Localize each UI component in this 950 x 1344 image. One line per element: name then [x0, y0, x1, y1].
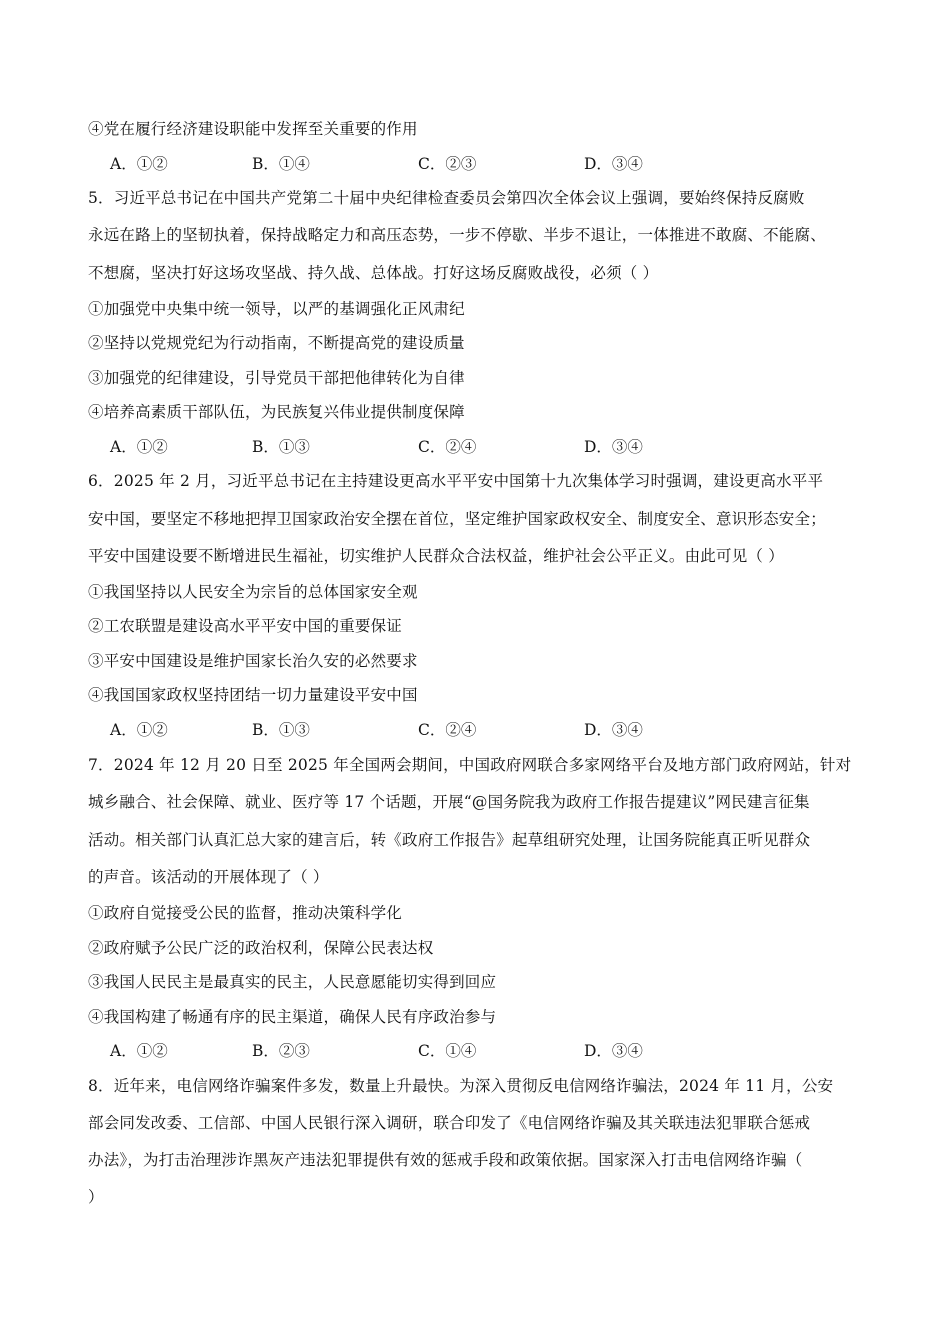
q6-option-c: C．②④ — [418, 721, 477, 739]
q6-item-1: ①我国坚持以人民安全为宗旨的总体国家安全观 — [88, 583, 418, 601]
q7-option-d: D．③④ — [584, 1042, 643, 1060]
q6-item-4: ④我国国家政权坚持团结一切力量建设平安中国 — [88, 686, 418, 704]
q5-stem-line-1: 5．习近平总书记在中国共产党第二十届中央纪律检查委员会第四次全体会议上强调，要始终保持反腐败 — [88, 189, 805, 207]
q7-stem-line-4: 的声音。该活动的开展体现了（ ） — [88, 868, 329, 886]
q5-item-3: ③加强党的纪律建设，引导党员干部把他律转化为自律 — [88, 369, 465, 387]
q5-stem-line-2: 永远在路上的坚韧执着，保持战略定力和高压态势，一步不停歇、半步不退让，一体推进不敢腐、不能腐、 — [88, 226, 826, 244]
q6-item-3: ③平安中国建设是维护国家长治久安的必然要求 — [88, 652, 418, 670]
q8-stem-line-2: 部会同发改委、工信部、中国人民银行深入调研，联合印发了《电信网络诈骗及其关联违法犯罪联合惩戒 — [88, 1114, 811, 1132]
q4-option-c: C．②③ — [418, 155, 477, 173]
q7-item-4: ④我国构建了畅通有序的民主渠道，确保人民有序政治参与 — [88, 1008, 497, 1026]
q5-option-d: D．③④ — [584, 438, 643, 456]
q5-item-4: ④培养高素质干部队伍，为民族复兴伟业提供制度保障 — [88, 403, 465, 421]
q7-item-2: ②政府赋予公民广泛的政治权利，保障公民表达权 — [88, 939, 434, 957]
q8-stem-line-4: ） — [88, 1188, 104, 1206]
q6-option-a: A．①② — [110, 721, 168, 739]
q5-option-a: A．①② — [110, 438, 168, 456]
q6-item-2: ②工农联盟是建设高水平平安中国的重要保证 — [88, 617, 403, 635]
q8-stem-line-1: 8．近年来，电信网络诈骗案件多发，数量上升最快。为深入贯彻反电信网络诈骗法，2024 年 11 月，公安 — [88, 1077, 834, 1095]
q7-option-c: C．①④ — [418, 1042, 477, 1060]
q5-option-b: B．①③ — [252, 438, 310, 456]
q6-option-b: B．①③ — [252, 721, 310, 739]
q4-option-d: D．③④ — [584, 155, 643, 173]
q6-stem-line-1: 6．2025 年 2 月，习近平总书记在主持建设更高水平平安中国第十九次集体学习时强调，建设更高水平平 — [88, 472, 824, 490]
q6-stem-line-2: 安中国，要坚定不移地把捍卫国家政治安全摆在首位，坚定维护国家政权安全、制度安全、意识形态安全； — [88, 510, 826, 528]
q6-option-d: D．③④ — [584, 721, 643, 739]
q4-option-b: B．①④ — [252, 155, 310, 173]
q7-item-1: ①政府自觉接受公民的监督，推动决策科学化 — [88, 904, 403, 922]
q7-stem-line-3: 活动。相关部门认真汇总大家的建言后，转《政府工作报告》起草组研究处理，让国务院能真正听见群众 — [88, 831, 811, 849]
q5-item-1: ①加强党中央集中统一领导，以严的基调强化正风肃纪 — [88, 300, 465, 318]
q6-stem-line-3: 平安中国建设要不断增进民生福祉，切实维护人民群众合法权益，维护社会公平正义。由此可见（ ） — [88, 547, 784, 565]
q7-stem-line-1: 7．2024 年 12 月 20 日至 2025 年全国两会期间，中国政府网联合多家网络平台及地方部门政府网站，针对 — [88, 756, 852, 774]
q7-option-b: B．②③ — [252, 1042, 310, 1060]
q4-option-a: A．①② — [110, 155, 168, 173]
q5-stem-line-3: 不想腐，坚决打好这场攻坚战、持久战、总体战。打好这场反腐败战役，必须（ ） — [88, 264, 659, 282]
q5-option-c: C．②④ — [418, 438, 477, 456]
q7-option-a: A．①② — [110, 1042, 168, 1060]
q5-item-2: ②坚持以党规党纪为行动指南，不断提高党的建设质量 — [88, 334, 465, 352]
q7-item-3: ③我国人民民主是最真实的民主，人民意愿能切实得到回应 — [88, 973, 497, 991]
q7-stem-line-2: 城乡融合、社会保障、就业、医疗等 17 个话题，开展“@国务院我为政府工作报告提建议”网民建言征集 — [88, 793, 810, 811]
q4-item-4: ④党在履行经济建设职能中发挥至关重要的作用 — [88, 120, 418, 138]
q8-stem-line-3: 办法》，为打击治理涉诈黑灰产违法犯罪提供有效的惩戒手段和政策依据。国家深入打击电信网络诈骗（ — [88, 1151, 803, 1169]
